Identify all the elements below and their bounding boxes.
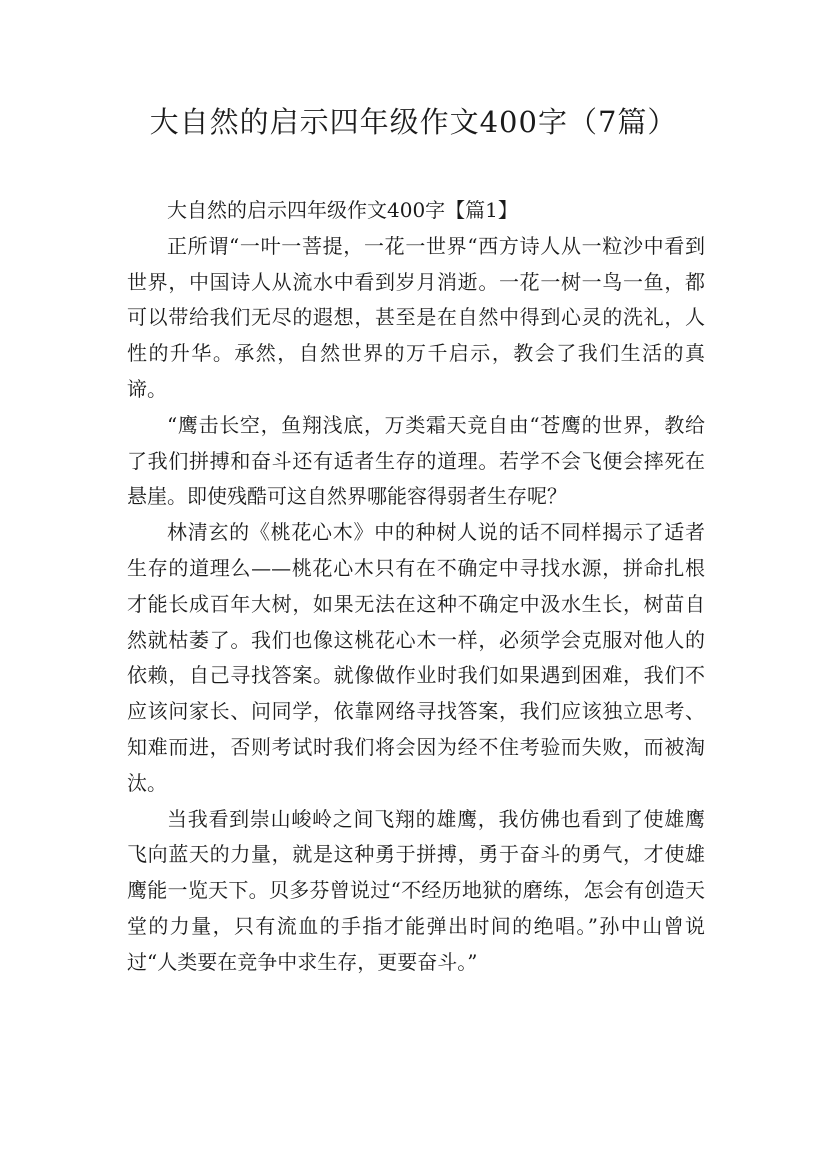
document-title: 大自然的启示四年级作文400字（7篇） xyxy=(149,105,678,139)
paragraph-4: 当我看到崇山峻岭之间飞翔的雄鹰，我仿佛也看到了使雄鹰飞向蓝天的力量，就是这种勇于拼搏，勇于奋斗的勇气，才使雄鹰能一览天下。贝多芬曾说过“不经历地狱的磨练，怎会有创造天堂的力量，只有流血的手指才能弹出时间的绝唱。”孙中山曾说过“人类要在竞争中求生存，更要奋斗。” xyxy=(127,806,705,974)
paragraph-2: “鹰击长空，鱼翔浅底，万类霜天竞自由“苍鹰的世界，教给了我们拼搏和奋斗还有适者生存的道理。若学不会飞便会摔死在悬崖。即使残酷可这自然界哪能容得弱者生存呢？ xyxy=(127,412,705,509)
document-body xyxy=(127,193,705,981)
paragraph-1: 正所谓“一叶一菩提，一花一世界“西方诗人从一粒沙中看到世界，中国诗人从流水中看到岁月消逝。一花一树一鸟一鱼，都可以带给我们无尽的遐想，甚至是在自然中得到心灵的洗礼，人性的升华。承然，自然世界的万千启示，教会了我们生活的真谛。 xyxy=(127,233,705,401)
paragraph-3: 林清玄的《桃花心木》中的种树人说的话不同样揭示了适者生存的道理么——桃花心木只有在不确定中寻找水源，拼命扎根才能长成百年大树，如果无法在这种不确定中汲水生长，树苗自然就枯萎了。我们也像这桃花心木一样，必须学会克服对他人的依赖，自己寻找答案。就像做作业时我们如果遇到困难，我们不应该问家长、问同学，依靠网络寻找答案，我们应该独立思考、知难而进，否则考试时我们将会因为经不住考验而失败，而被淘汰。 xyxy=(127,520,705,795)
section-heading: 大自然的启示四年级作文400字【篇1】 xyxy=(167,198,518,222)
